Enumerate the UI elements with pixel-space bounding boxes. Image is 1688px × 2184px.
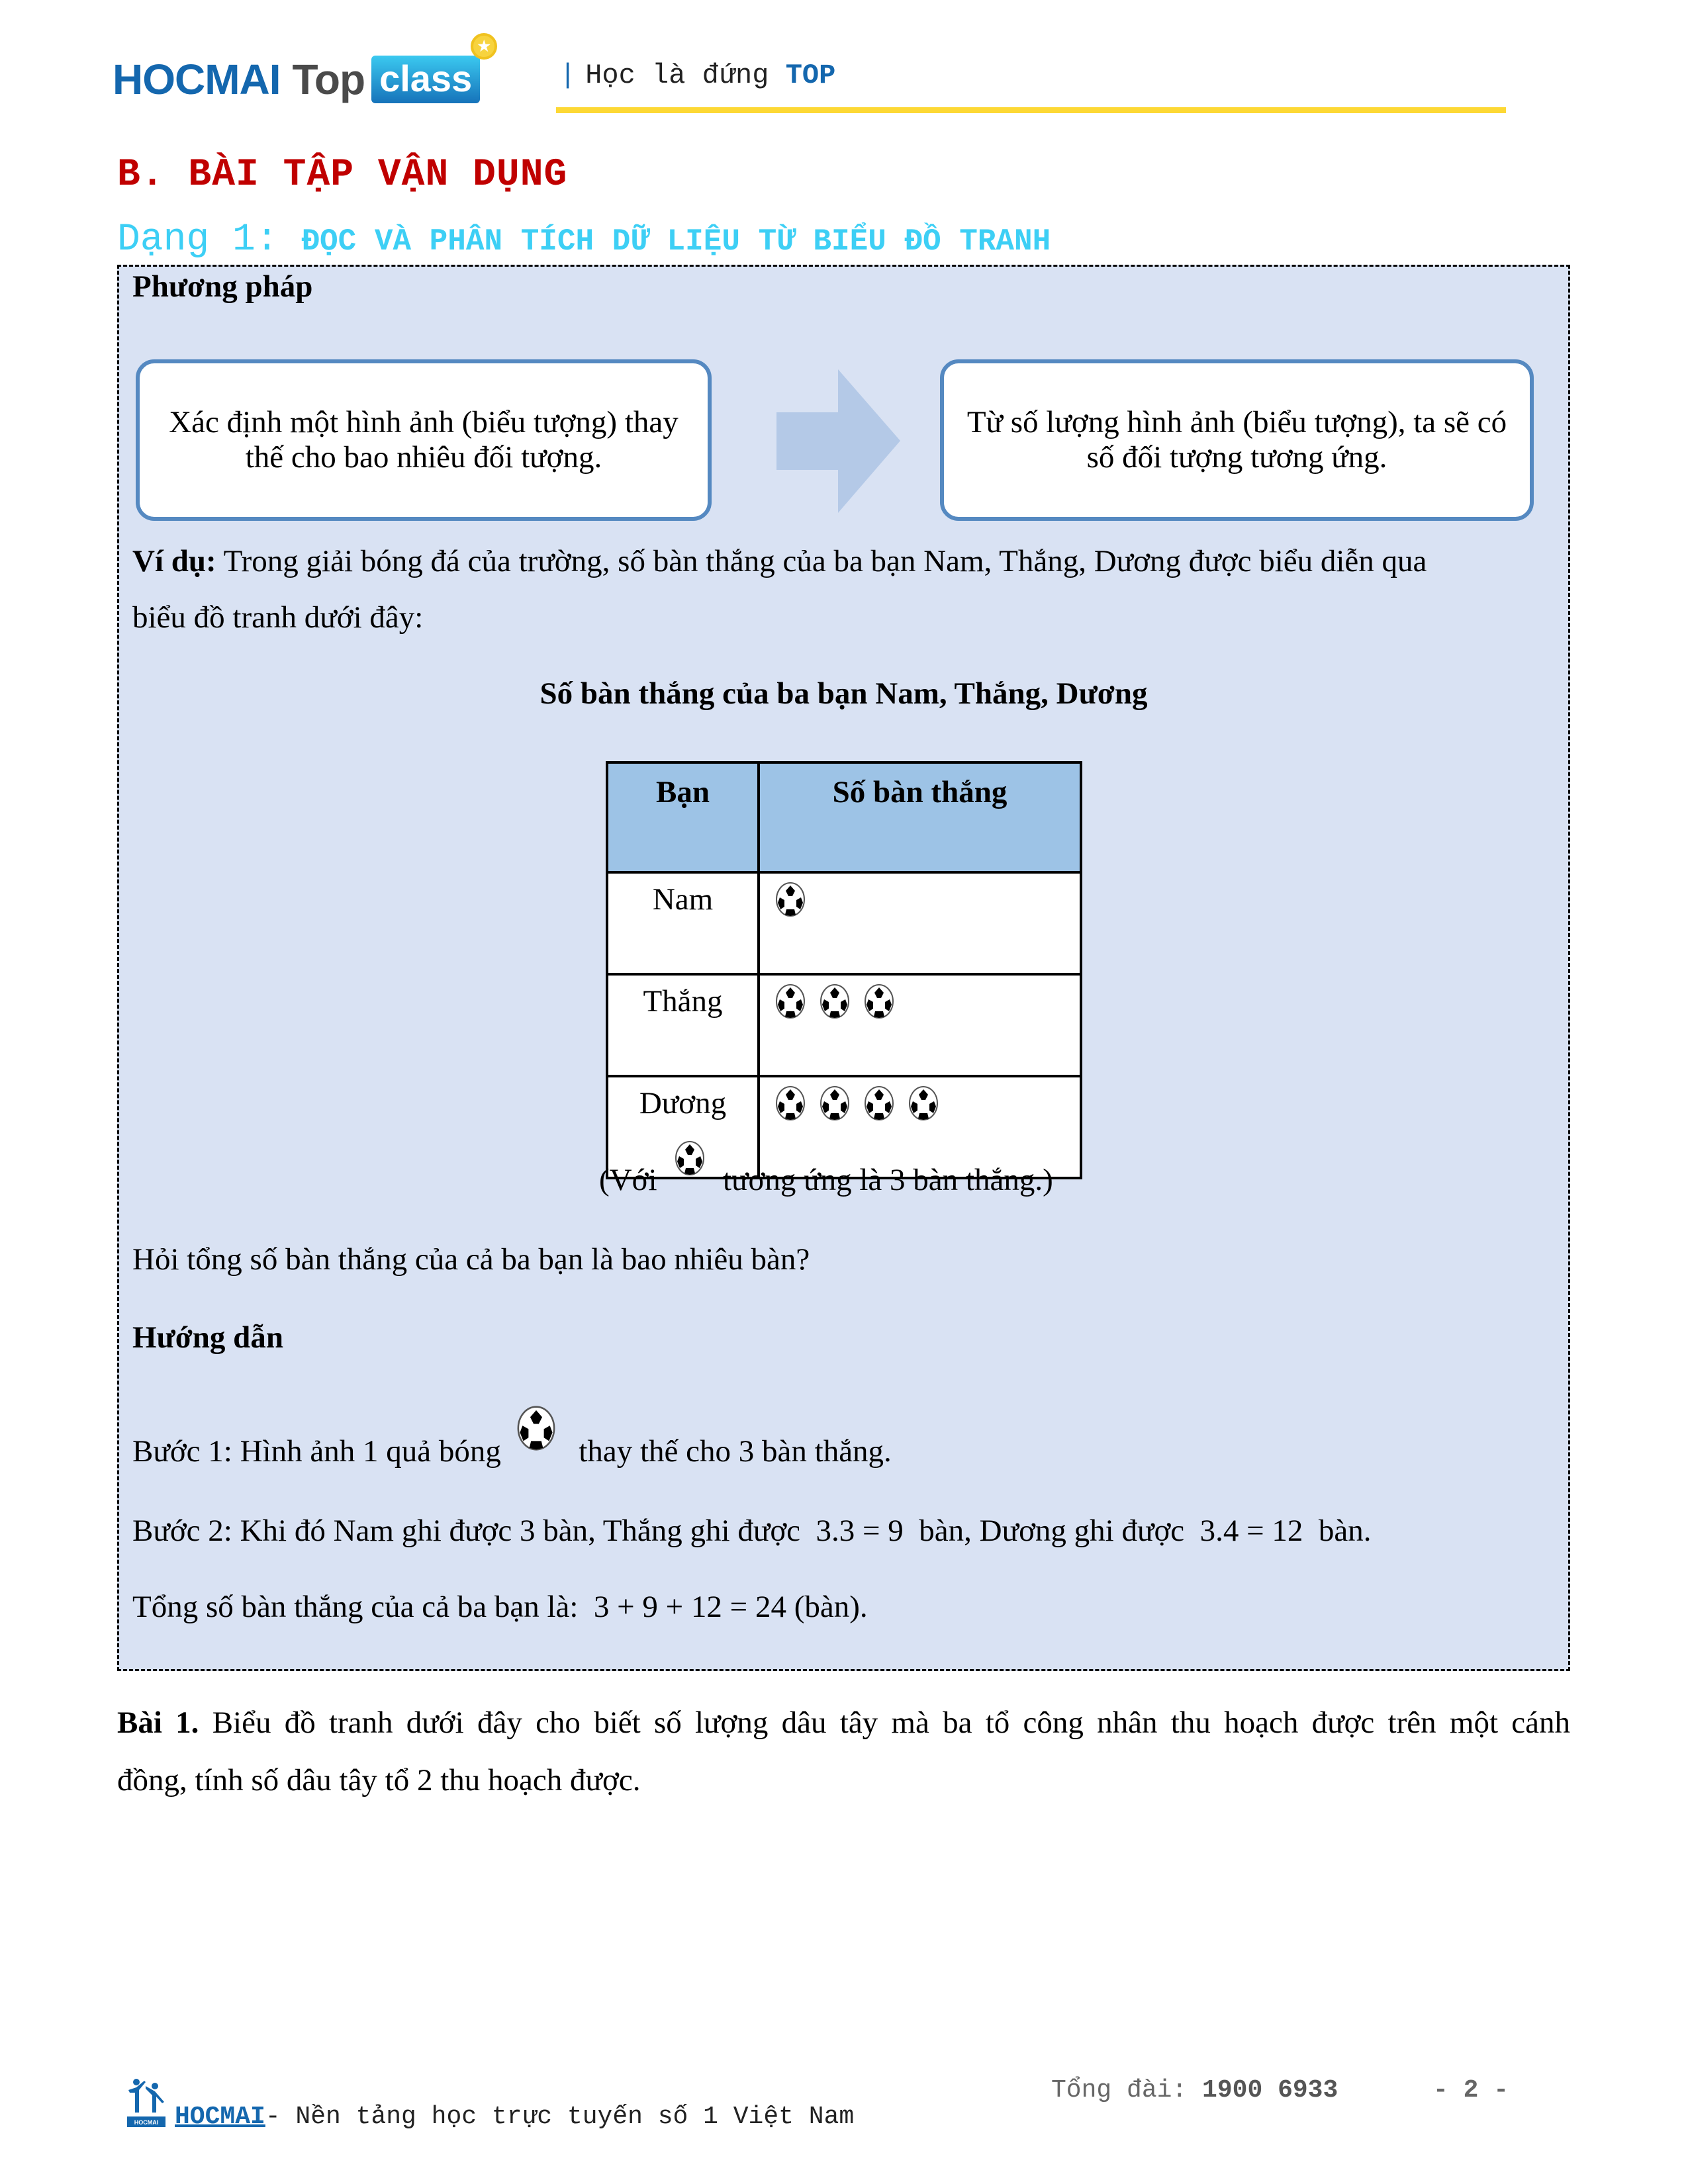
method-step-left [136,359,712,521]
legend-prefix: (Với [599,1163,657,1197]
pictograph-table [606,761,1082,1179]
row-icons [759,974,1081,1076]
example-label: Ví dụ: [132,544,216,578]
soccer-ball-icon [516,1405,557,1451]
footer-hotline-number: 1900 6933 [1202,2076,1338,2105]
right-arrow-icon [776,369,900,513]
footer-hotline-label: Tổng đài: [1051,2076,1188,2105]
soccer-ball-icon [774,882,806,917]
exercise-label: Bài 1. [117,1706,199,1740]
chart-title: Số bàn thắng của ba bạn Nam, Thắng, Dương [539,676,1148,711]
guide-step1 [132,1433,892,1479]
tagline [559,60,835,91]
logo-top-text: Top [292,56,365,103]
method-step-right [940,359,1534,521]
example-line1 [132,543,1427,580]
tagline-text: Học là đứng [585,60,769,91]
star-badge-icon: ★ [471,33,497,60]
method-heading: Phương pháp [132,269,313,304]
footer [126,2065,854,2131]
exercise-text: Biểu đồ tranh dưới đây cho biết số lượng dâu tây mà ba tổ công nhân thu hoạch được trên một cánh [212,1706,1570,1740]
soccer-ball-icon [908,1085,939,1121]
footer-slogan: - Nền tảng học trực tuyến số 1 Việt Nam [265,2103,855,2131]
exercise-line1 [117,1704,1570,1741]
method-step-right-text: Từ số lượng hình ảnh (biểu tượng), ta sẽ có số đối tượng tương ứng. [966,405,1507,475]
guide-step1-suffix: thay thế cho 3 bàn thắng. [579,1434,892,1469]
soccer-ball-icon [863,1085,895,1121]
guide-step1-prefix: Bước 1: Hình ảnh 1 quả bóng [132,1434,501,1469]
dang-heading: ĐỌC VÀ PHÂN TÍCH DỮ LIỆU TỪ BIỂU ĐỒ TRANH [301,224,1051,259]
table-row [607,974,1081,1076]
logo-class-badge [371,38,491,103]
footer-hotline [1051,2076,1338,2105]
example-line2: biểu đồ tranh dưới đây: [132,600,424,635]
guide-total: Tổng số bàn thắng của cả ba bạn là: 3 + 9 + 12 = 24 (bàn). [132,1590,868,1624]
soccer-ball-icon [819,1085,851,1121]
header-divider [556,107,1506,113]
logo-class-text: class [379,58,473,99]
soccer-ball-icon [819,983,851,1019]
row-icons [759,872,1081,974]
footer-logo-text: HOCMAI [134,2119,159,2126]
hocmai-people-logo-icon [126,2077,167,2131]
exercise-line2: đồng, tính số dâu tây tổ 2 thu hoạch được. [117,1763,641,1797]
soccer-ball-icon [674,1140,706,1176]
row-name: Thắng [607,974,759,1076]
legend-suffix: tương ứng là 3 bàn thắng.) [723,1163,1053,1197]
guide-step2: Bước 2: Khi đó Nam ghi được 3 bàn, Thắng ghi được 3.3 = 9 bàn, Dương ghi được 3.4 = 12 bàn. [132,1514,1372,1548]
dang-title [117,218,1051,261]
row-name: Nam [607,872,759,974]
question: Hỏi tổng số bàn thắng của cả ba bạn là bao nhiêu bàn? [132,1242,810,1277]
row-name: Dương [607,1076,759,1178]
tagline-separator: | [559,60,577,91]
soccer-ball-icon [774,1085,806,1121]
legend-line [599,1161,1053,1199]
guide-heading: Hướng dẫn [132,1320,283,1355]
table-header-goals: Số bàn thắng [759,762,1081,872]
hocmai-topclass-logo [113,38,491,113]
soccer-ball-icon [863,983,895,1019]
footer-brand-link[interactable]: HOCMAI [175,2103,265,2131]
method-step-left-text: Xác định một hình ảnh (biểu tượng) thay thế cho bao nhiêu đối tượng. [169,405,679,475]
table-header-friend: Bạn [607,762,759,872]
tagline-highlight: TOP [785,60,836,91]
logo-hocmai-text: HOCMAI [113,56,281,103]
soccer-ball-icon [774,983,806,1019]
dang-prefix: Dạng 1: [117,218,279,261]
page-number: - 2 - [1433,2076,1509,2105]
section-title: B. BÀI TẬP VẬN DỤNG [117,154,568,197]
example-text: Trong giải bóng đá của trường, số bàn thắng của ba bạn Nam, Thắng, Dương được biểu diễn qua [223,544,1427,578]
table-row [607,872,1081,974]
